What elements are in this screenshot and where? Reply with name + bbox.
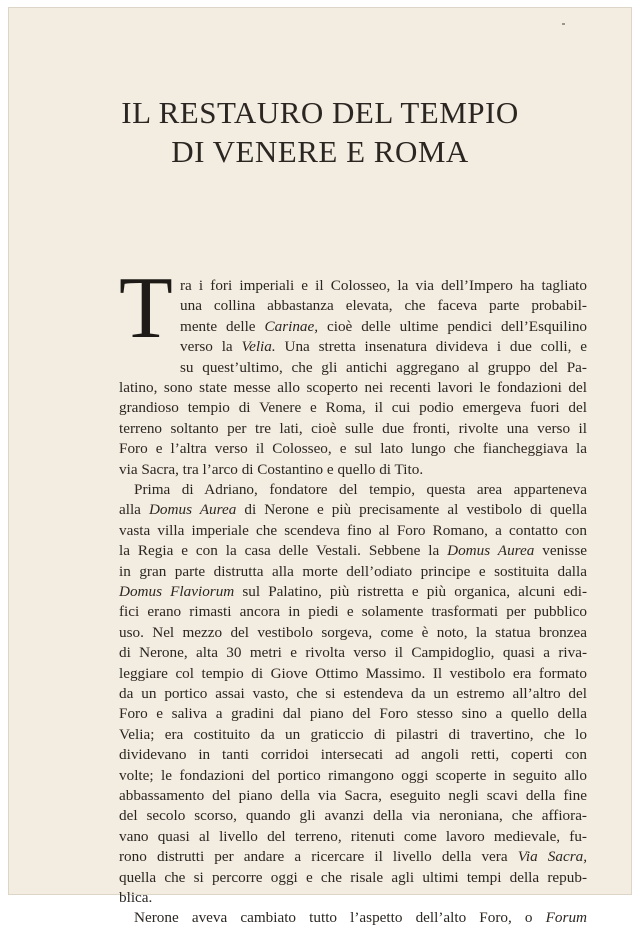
title-line-1: IL RESTAURO DEL TEMPIO <box>121 95 519 130</box>
body-line: alla Domus Aurea di Nerone e più precisamente al vestibolo di quella <box>119 501 588 519</box>
body-line: Foro e l’altra verso il Colosseo, e sul lato lungo che fiancheggiava la <box>119 440 587 458</box>
body-line: volte; le fondazioni del portico rimangono oggi scoperte in seguito allo <box>119 766 587 784</box>
body-line: fici erano rimasti ancora in piedi e solamente trasformati per pubblico <box>119 603 587 621</box>
body-line: del secolo scorso, quando gli avanzi della via neroniana, che affiora- <box>119 807 587 825</box>
body-line: Prima di Adriano, fondatore del tempio, questa area apparteneva <box>134 481 587 498</box>
body-line: terreno soltanto per tre lati, cioè sulle due fronti, rivolte una verso il <box>119 419 587 437</box>
body-line: latino, sono state messe allo scoperto nei recenti lavori le fondazioni del <box>119 379 587 396</box>
body-line: Foro e saliva a gradini dal piano del Foro stesso sino a quello della <box>119 705 587 723</box>
body-line: su quest’ultimo, che gli antichi aggregano al gruppo del Pa- <box>180 358 587 376</box>
body-line: in gran parte distrutta alla morte dell’odiato principe e sostituita dalla <box>119 562 587 580</box>
article-title <box>8 93 632 171</box>
page-speck <box>562 23 565 25</box>
book-page <box>8 7 632 927</box>
body-line: Nerone aveva cambiato tutto l’aspetto dell’alto Foro, o Forum <box>134 909 587 927</box>
drop-cap: T <box>119 260 173 357</box>
body-line: una collina abbastanza elevata, che faceva parte probabil- <box>180 297 587 315</box>
body-line: vano quasi al livello del terreno, ritenuti come lavoro medievale, fu- <box>119 827 587 845</box>
body-line: ra i fori imperiali e il Colosseo, la via dell’Impero ha tagliato <box>180 277 587 294</box>
body-line: grandioso tempio di Venere e Roma, il cui podio emergeva fuori del <box>119 399 587 417</box>
body-line: uso. Nel mezzo del vestibolo sorgeva, come è noto, la statua bronzea <box>119 623 587 641</box>
body-line: la Regia e con la casa delle Vestali. Sebbene la Domus Aurea venisse <box>119 542 587 560</box>
body-line: quella che si percorre oggi e che risale agli ultimi tempi della repub- <box>119 868 587 886</box>
body-line: dividevano in tanti corridoi intersecati ad angoli retti, coperti con <box>119 746 587 764</box>
body-line: di Nerone, alta 30 metri e rivolta verso il Campidoglio, quasi a riva- <box>119 644 587 662</box>
body-line: Domus Flaviorum sul Palatino, più ristretta e più organica, alcuni edi- <box>119 583 587 600</box>
body-line: da un portico assai vasto, che si estendeva da un estremo all’altro del <box>119 685 587 702</box>
body-line: Velia; era costituito da un graticcio di pilastri di travertino, che lo <box>119 725 587 743</box>
body-line: via Sacra, tra l’arco di Costantino e quello di Tito. <box>119 460 424 478</box>
body-line: leggiare col tempio di Giove Ottimo Massimo. Il vestibolo era formato <box>119 664 587 682</box>
body-line: mente delle Carinae, cioè delle ultime pendici dell’Esquilino <box>180 317 588 335</box>
body-line: verso la Velia. Una stretta insenatura divideva i due colli, e <box>180 338 587 356</box>
body-line: rono distrutti per andare a ricercare il livello della vera Via Sacra, <box>119 848 587 866</box>
title-line-2: DI VENERE E ROMA <box>171 134 469 169</box>
body-line: blica. <box>119 889 153 906</box>
body-line: vasta villa imperiale che scendeva fino al Foro Romano, a contatto con <box>119 521 587 539</box>
body-line: abbassamento del piano della via Sacra, eseguito negli scavi della fine <box>119 787 587 804</box>
